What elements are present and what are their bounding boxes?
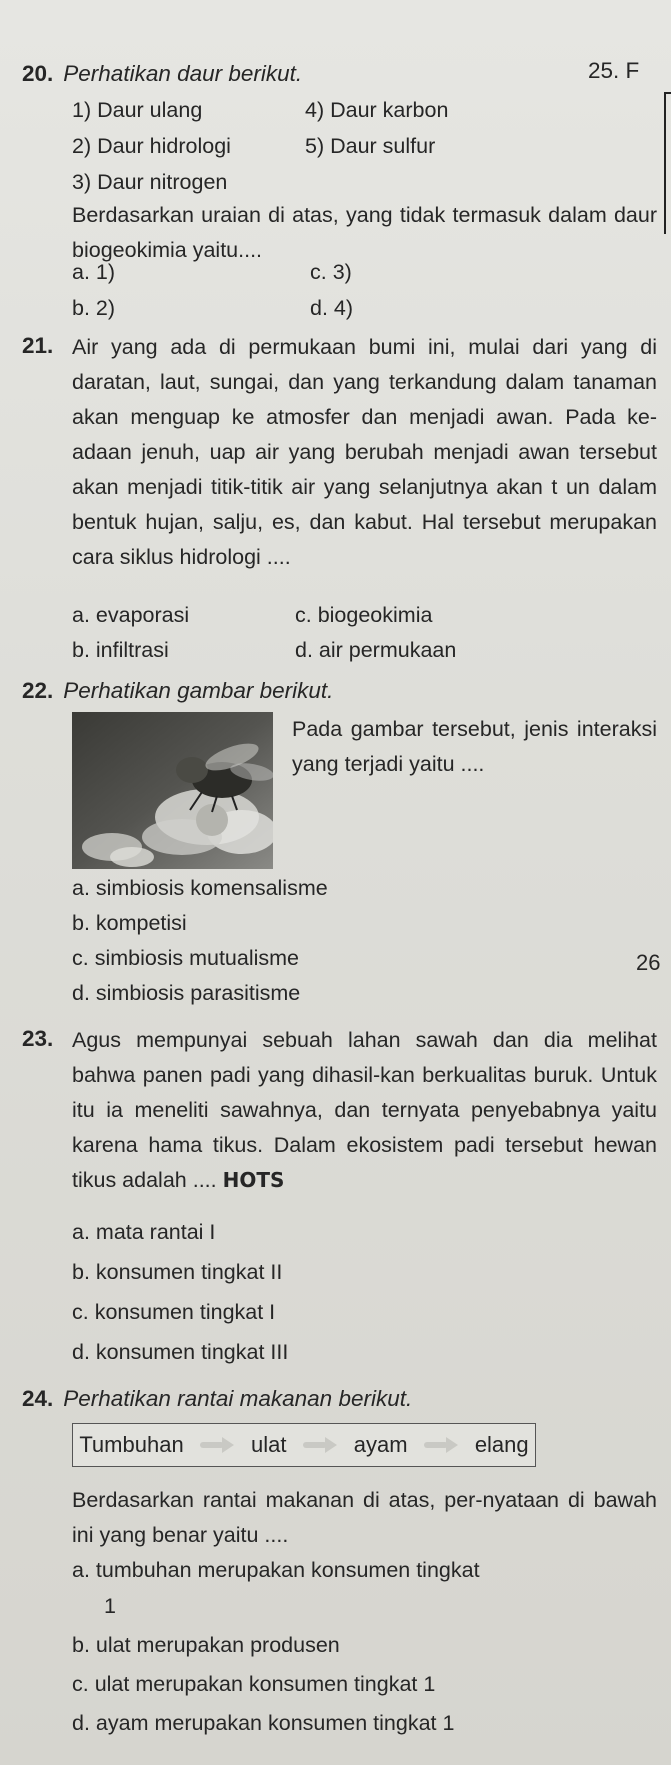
question-number: 22.: [22, 678, 54, 703]
option-b[interactable]: b. kompetisi: [72, 911, 187, 935]
option-b[interactable]: b. konsumen tingkat II: [72, 1260, 283, 1284]
list-item: 2) Daur hidrologi: [72, 134, 231, 158]
hots-tag: HOTS: [222, 1168, 285, 1192]
question-text: Berdasarkan uraian di atas, yang tidak termasuk dalam daur biogeokimia yaitu....: [72, 203, 657, 262]
option-a[interactable]: a. tumbuhan merupakan konsumen tingkat: [72, 1558, 480, 1582]
option-b[interactable]: b. 2): [72, 296, 116, 320]
option-a[interactable]: a. 1): [72, 260, 116, 284]
option-c[interactable]: c. 3): [310, 260, 352, 284]
option-c[interactable]: c. konsumen tingkat I: [72, 1300, 276, 1324]
option-d[interactable]: d. ayam merupakan konsumen tingkat 1: [72, 1711, 455, 1735]
bee-icon: [72, 712, 273, 869]
chain-item: ulat: [250, 1432, 287, 1457]
list-item: 4) Daur karbon: [305, 98, 449, 122]
question-text: Air yang ada di permukaan bumi ini, mulai dari yang di daratan, laut, sungai, dan yang terkandung dalam tanaman akan menguap ke atmosfer dan menjadi awan. Pada ke-adaan jenuh, uap air yang berubah menjadi awan tersebut akan menjadi titik-titik air yang selanjutnya akan t un dalam bentuk hujan, salju, es, dan kabut. Hal tersebut merupakan cara siklus hidrologi ....: [72, 335, 657, 569]
option-d[interactable]: d. konsumen tingkat III: [72, 1340, 289, 1364]
question-number: 21.: [22, 333, 54, 358]
arrow-right-icon: [303, 1439, 337, 1451]
food-chain-box: [72, 1423, 536, 1467]
question-20-header: [22, 58, 302, 90]
arrow-right-icon: [200, 1439, 234, 1451]
question-number: 20.: [22, 61, 54, 86]
list-item: 1) Daur ulang: [72, 98, 203, 122]
chain-item: elang: [474, 1432, 529, 1457]
question-number: 24.: [22, 1386, 54, 1411]
list-item: 5) Daur sulfur: [305, 134, 436, 158]
question-text: [72, 1023, 657, 1198]
arrow-right-icon: [424, 1439, 458, 1451]
question-text: Berdasarkan rantai makanan di atas, per-nyataan di bawah ini yang benar yaitu ....: [72, 1488, 657, 1547]
question-25-fragment: 25. F: [588, 58, 640, 83]
question-body: Agus mempunyai sebuah lahan sawah dan dia melihat bahwa panen padi yang dihasil-kan berkualitas buruk. Untuk itu ia meneliti sawahnya, dan ternyata penyebabnya yaitu karena hama tikus. Dalam ekosistem padi tersebut hewan tikus adalah ....: [72, 1028, 657, 1192]
question-26-fragment: 26: [636, 950, 661, 975]
option-c[interactable]: c. biogeokimia: [295, 603, 433, 627]
list-item: 3) Daur nitrogen: [72, 170, 228, 194]
question-23-header: [22, 1023, 63, 1055]
option-c[interactable]: c. ulat merupakan konsumen tingkat 1: [72, 1672, 436, 1696]
question-number: 23.: [22, 1026, 54, 1051]
option-a[interactable]: a. mata rantai I: [72, 1220, 216, 1244]
question-24-header: [22, 1383, 412, 1415]
question-text: Pada gambar tersebut, jenis interaksi yang terjadi yaitu ....: [292, 717, 657, 776]
option-d[interactable]: d. air permukaan: [295, 638, 457, 662]
question-prompt: Perhatikan rantai makanan berikut.: [63, 1386, 413, 1411]
option-b[interactable]: b. infiltrasi: [72, 638, 169, 662]
question-prompt: Perhatikan daur berikut.: [63, 61, 303, 86]
option-d[interactable]: d. simbiosis parasitisme: [72, 981, 301, 1005]
option-d[interactable]: d. 4): [310, 296, 354, 320]
option-a[interactable]: a. evaporasi: [72, 603, 190, 627]
chain-item: ayam: [353, 1432, 408, 1457]
option-a-continuation: 1: [104, 1594, 116, 1618]
chain-item: Tumbuhan: [79, 1432, 184, 1457]
option-c[interactable]: c. simbiosis mutualisme: [72, 946, 299, 970]
margin-bracket: [664, 92, 671, 234]
option-a[interactable]: a. simbiosis komensalisme: [72, 876, 328, 900]
option-b[interactable]: b. ulat merupakan produsen: [72, 1633, 340, 1657]
question-22-header: [22, 675, 333, 707]
bee-on-flower-photo: [72, 712, 273, 869]
question-prompt: Perhatikan gambar berikut.: [63, 678, 334, 703]
question-21-header: [22, 330, 63, 362]
